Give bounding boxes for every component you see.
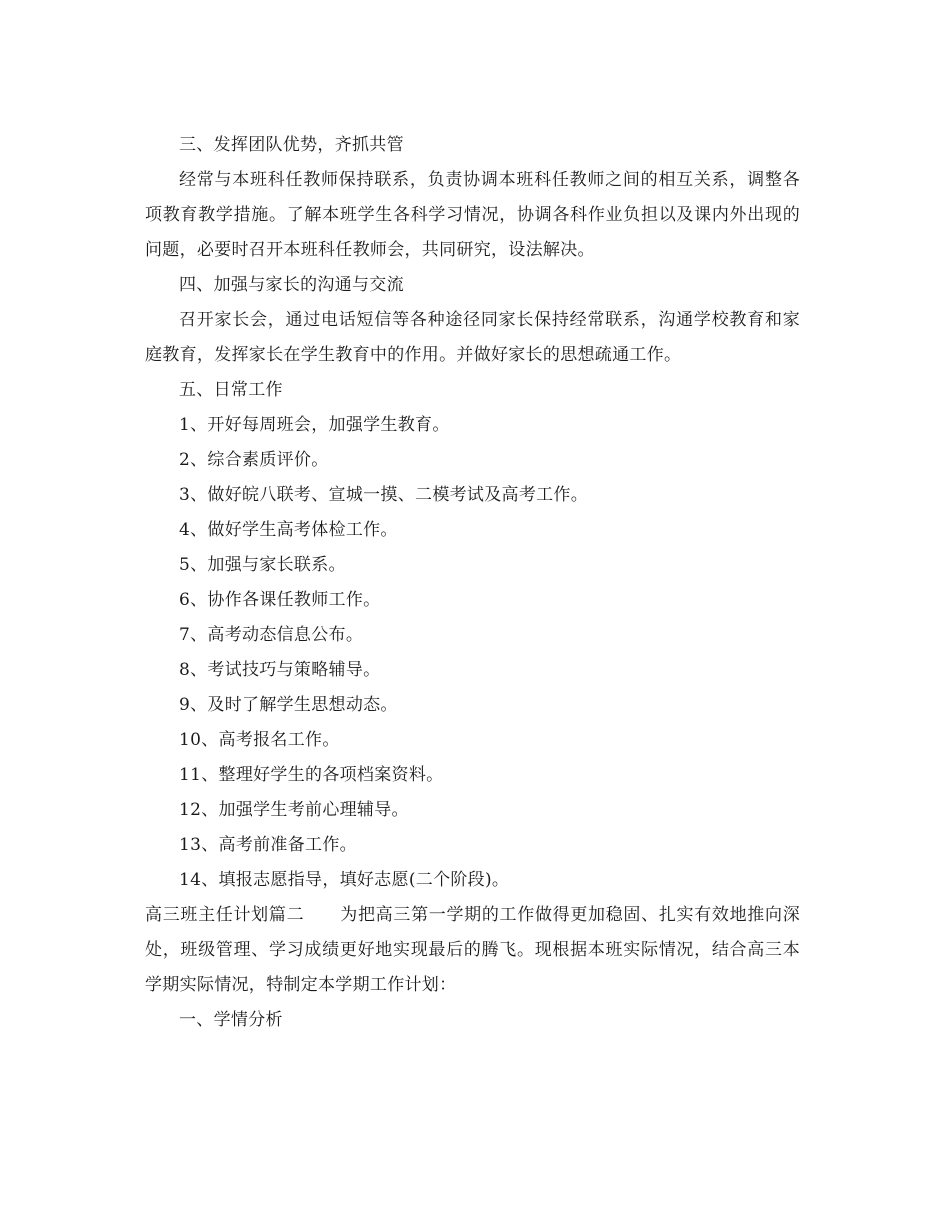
list-item: 11、整理好学生的各项档案资料。 [179,765,444,785]
section-two-body: 为把高三第一学期的工作做得更加稳固、扎实有效地推向深处，班级管理、学习成绩更好地实现最后的腾飞。现根据本班实际情况，结合高三本学期实际情况，特制定本学期工作计划： [145,905,800,995]
list-item: 7、高考动态信息公布。 [179,625,364,645]
list-item: 2、综合素质评价。 [179,450,329,470]
list-item: 4、做好学生高考体检工作。 [179,520,398,540]
list-item: 9、及时了解学生思想动态。 [179,695,398,715]
list-item: 8、考试技巧与策略辅导。 [179,660,381,680]
list-item: 13、高考前准备工作。 [179,835,357,855]
document-body [145,128,800,1038]
list-item: 14、填报志愿指导，填好志愿(二个阶段)。 [179,870,510,890]
list-item: 5、加强与家长联系。 [179,555,346,575]
paragraph-teachers: 经常与本班科任教师保持联系，负责协调本班科任教师之间的相互关系，调整各项教育教学措施。了解本班学生各科学习情况，协调各科作业负担以及课内外出现的问题，必要时召开本班科任教师会，共同研究，设法解决。 [145,170,800,260]
paragraph-parents: 召开家长会，通过电话短信等各种途径同家长保持经常联系，沟通学校教育和家庭教育，发挥家长在学生教育中的作用。并做好家长的思想疏通工作。 [145,310,800,365]
list-item: 1、开好每周班会，加强学生教育。 [179,415,450,435]
section-heading-parents: 四、加强与家长的沟通与交流 [179,275,404,295]
section-two-paragraph [145,898,800,1003]
list-item: 6、协作各课任教师工作。 [179,590,381,610]
section-heading-analysis: 一、学情分析 [179,1010,283,1030]
list-item: 3、做好皖八联考、宣城一摸、二模考试及高考工作。 [179,485,589,505]
section-heading-daily: 五、日常工作 [179,380,283,400]
section-two-title: 高三班主任计划篇二 [145,905,305,925]
list-item: 10、高考报名工作。 [179,730,340,750]
section-heading-team: 三、发挥团队优势，齐抓共管 [179,135,404,155]
list-item: 12、加强学生考前心理辅导。 [179,800,409,820]
